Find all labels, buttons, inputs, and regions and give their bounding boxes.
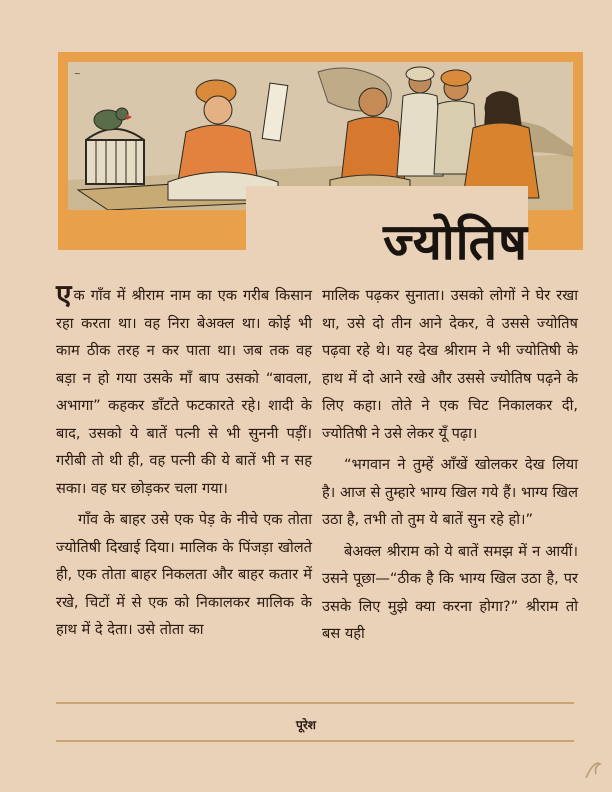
right-column: [322, 282, 578, 652]
paragraph-2: गाँव के बाहर उसे एक पेड़ के नीचे एक तोता ज्योतिषी दिखाई दिया। मालिक के पिंजड़ा खोलते ही, एक तोता बाहर निकलता और बाहर कतार में रखे, चिटों में से एक को निकालकर मालिक के हाथ में दे देता। उसे तोता का: [56, 511, 312, 638]
paragraph-4: “भगवान ने तुम्हें आँखें खोलकर देख लिया है। आज से तुम्हारे भाग्य खिल गये हैं। भाग्य खिल उठा है, तभी तो तुम ये बातें सुन रहे हो।”: [322, 456, 578, 528]
footer-rule-bottom: [56, 740, 574, 742]
paragraph-1-text: क गाँव में श्रीराम नाम का एक गरीब किसान रहा करता था। वह निरा बेअक्ल था। कोई भी काम ठीक तरह न कर पाता था। जब तक वह बड़ा न हो गया उसके माँ बाप उसको “बावला, अभागा” कहकर डाँटते फटकारते रहे। शादी के बाद, उसको ये बातें पत्नी से भी सुननी पड़ीं। गरीबी तो थी ही, वह पत्नी की ये बातें भी न सह सका। वह घर छोड़कर चला गया।: [56, 287, 312, 497]
paragraph-1: [56, 278, 312, 502]
paragraph-3: मालिक पढ़कर सुनाता। उसको लोगों ने घेर रखा था, उसे दो तीन आने देकर, वे उससे ज्योतिष पढ़वा रहे थे। यह देख श्रीराम ने भी ज्योतिषी के हाथ में दो आने रखे और उससे ज्योतिष पढ़ने के लिए कहा। तोते ने एक चिट निकालकर दी, ज्योतिषी ने उसे लेकर यूँ पढ़ा।: [322, 287, 578, 442]
paragraph-5: बेअक्ल श्रीराम को ये बातें समझ में न आयीं। उसने पूछा—“ठीक है कि भाग्य खिल उठा है, पर उसके लिए मुझे क्या करना होगा?” श्रीराम तो बस यही: [322, 542, 578, 642]
corner-ornament-icon: [582, 756, 604, 782]
page-title: ज्योतिष: [383, 213, 528, 271]
svg-text:~: ~: [74, 69, 81, 78]
dropcap: ए: [56, 278, 72, 311]
footer-rule-top: [56, 702, 574, 704]
left-column: [56, 278, 312, 648]
footer-label: पूरेश: [296, 718, 316, 732]
